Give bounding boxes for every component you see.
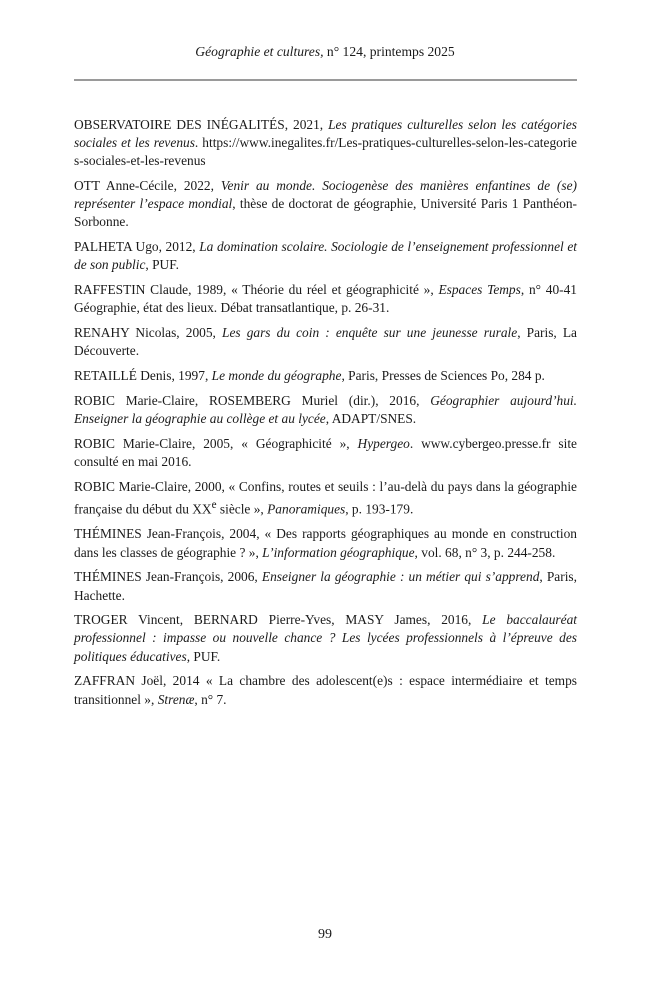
reference-details: . https://www.inegalites.fr/Les-pratiques-culturelles-selon-les-categories-sociales-et-les-revenus bbox=[74, 135, 577, 169]
reference-entry bbox=[74, 435, 577, 471]
reference-details: , PUF. bbox=[186, 648, 221, 664]
reference-author: THÉMINES Jean-François, 2004, « Des rapports géographiques au monde en construction dans les classes de géographie ? », bbox=[74, 526, 577, 560]
reference-title: Espaces Temps bbox=[438, 282, 521, 298]
reference-entry bbox=[74, 672, 577, 708]
reference-author: ROBIC Marie-Claire, ROSEMBERG Muriel (dir.), 2016, bbox=[74, 393, 431, 408]
reference-list bbox=[74, 116, 577, 715]
reference-details: , PUF. bbox=[145, 257, 179, 273]
reference-author: OBSERVATOIRE DES INÉGALITÉS, 2021, bbox=[74, 117, 329, 132]
reference-details: , thèse de doctorat de géographie, Université Paris 1 Panthéon-Sorbonne. bbox=[74, 196, 577, 230]
reference-title: Strenæ bbox=[157, 691, 195, 707]
reference-details: , p. 193-179. bbox=[345, 501, 414, 517]
header-rule bbox=[74, 79, 577, 81]
reference-title: Hypergeo bbox=[357, 435, 410, 451]
reference-author: RETAILLÉ Denis, 1997, bbox=[74, 368, 212, 384]
reference-entry bbox=[74, 281, 577, 317]
reference-title: Enseigner la géographie : un métier qui s’apprend bbox=[261, 569, 540, 585]
reference-author: OTT Anne-Cécile, 2022, bbox=[74, 178, 221, 194]
reference-title: L’information géographique bbox=[262, 544, 415, 560]
reference-entry bbox=[74, 392, 577, 428]
reference-author: RENAHY Nicolas, 2005, bbox=[74, 325, 222, 341]
reference-details: , Paris, Presses de Sciences Po, 284 p. bbox=[341, 368, 545, 384]
reference-entry bbox=[74, 568, 577, 604]
reference-entry bbox=[74, 611, 577, 665]
reference-author: ROBIC Marie-Claire, 2005, « Géographicité », bbox=[74, 435, 358, 451]
reference-entry bbox=[74, 238, 577, 274]
reference-author: RAFFESTIN Claude, 1989, « Théorie du réel et géographicité », bbox=[74, 282, 439, 298]
reference-details: , vol. 68, n° 3, p. 244-258. bbox=[414, 544, 556, 560]
reference-title: Les pratiques culturelles selon les catégories sociales et les revenus bbox=[74, 117, 578, 151]
issue-info: n° 124, printemps 2025 bbox=[323, 44, 455, 59]
reference-title: Géographier aujourd’hui. Enseigner la géographie au collège et au lycée bbox=[74, 393, 577, 427]
reference-author: PALHETA Ugo, 2012, bbox=[74, 239, 200, 255]
reference-entry bbox=[74, 177, 577, 231]
reference-entry bbox=[74, 324, 577, 360]
reference-author-cont: siècle », bbox=[216, 501, 268, 517]
reference-entry bbox=[74, 367, 577, 385]
reference-superscript: e bbox=[211, 499, 217, 512]
reference-title: La domination scolaire. Sociologie de l’enseignement professionnel et de son public bbox=[74, 239, 577, 273]
reference-details: , Paris, Hachette. bbox=[74, 569, 577, 603]
reference-details: , n° 7. bbox=[194, 691, 227, 707]
reference-entry bbox=[74, 116, 577, 170]
reference-author: TROGER Vincent, BERNARD Pierre-Yves, MASY James, 2016, bbox=[74, 612, 483, 628]
reference-details: , Paris, La Découverte. bbox=[74, 325, 577, 359]
reference-author: ROBIC Marie-Claire, 2000, « Confins, routes et seuils : l’au-delà du pays dans la géographie française du début du XX bbox=[74, 478, 577, 517]
reference-title: Le monde du géographe bbox=[211, 368, 342, 384]
reference-details: , n° 40-41 Géographie, état des lieux. Débat transatlantique, p. 26-31. bbox=[74, 282, 577, 316]
reference-entry bbox=[74, 525, 577, 561]
reference-title: Le baccalauréat professionnel : impasse ou nouvelle chance ? Les lycées professionnels à l’épreuve des politiques éducatives bbox=[74, 612, 577, 664]
reference-details: , ADAPT/SNES. bbox=[325, 411, 417, 427]
reference-details: . www.cybergeo.presse.fr site consulté en mai 2016. bbox=[74, 435, 577, 470]
reference-title: Panoramiques bbox=[267, 501, 346, 517]
page-number: 99 bbox=[318, 927, 332, 942]
reference-title: Les gars du coin : enquête sur une jeunesse rurale bbox=[222, 325, 518, 341]
reference-author: ZAFFRAN Joël, 2014 « La chambre des adolescent(e)s : espace intermédiaire et temps transitionnel », bbox=[74, 673, 577, 707]
reference-entry bbox=[74, 478, 577, 519]
reference-title: Venir au monde. Sociogenèse des manières enfantines de (se) représenter l’espace mondial bbox=[74, 178, 577, 212]
running-header bbox=[0, 43, 650, 61]
journal-title: Géographie et cultures, bbox=[195, 44, 324, 59]
reference-author: THÉMINES Jean-François, 2006, bbox=[74, 569, 262, 585]
